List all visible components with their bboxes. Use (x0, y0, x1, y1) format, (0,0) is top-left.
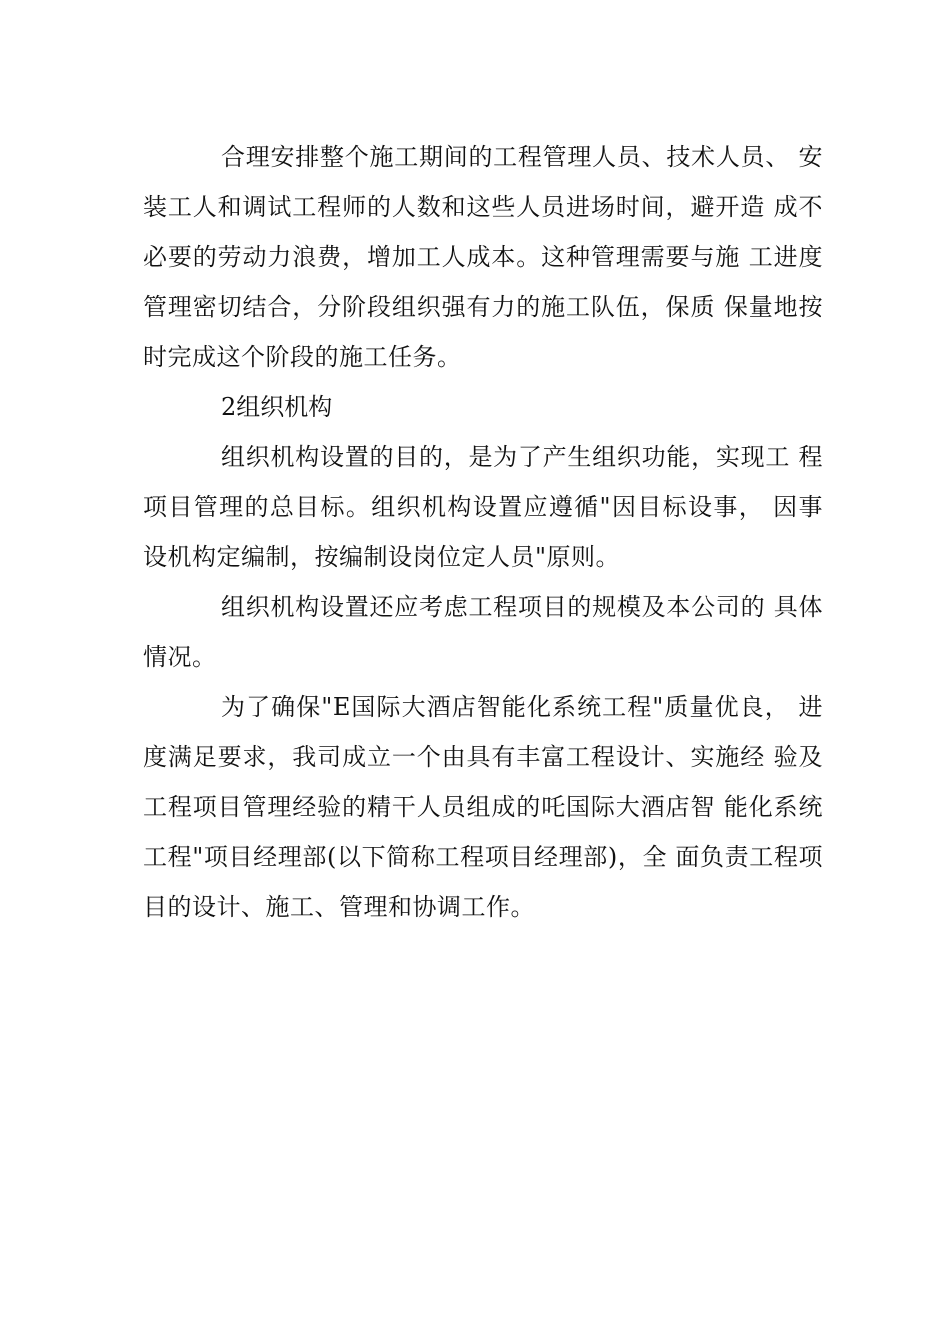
paragraph-organization-scale: 组织机构设置还应考虑工程项目的规模及本公司的 具体情况。 (143, 593, 823, 671)
paragraph-organization-purpose: 组织机构设置的目的，是为了产生组织功能，实现工 程项目管理的总目标。组织机构设置应遵循"因目标设事， 因事设机构定编制，按编制设岗位定人员"原则。 (143, 443, 823, 571)
paragraph-staffing: 合理安排整个施工期间的工程管理人员、技术人员、 安装工人和调试工程师的人数和这些人员进场时间，避开造 成不必要的劳动力浪费，增加工人成本。这种管理需要与施 工进度管理密切结合，分阶段组织强有力的施工队伍，保质 保量地按时完成这个阶段的施工任务。 (143, 143, 823, 371)
document-body (143, 132, 823, 932)
section-heading-organization: 2组织机构 (221, 393, 333, 421)
paragraph-project-department: 为了确保"E国际大酒店智能化系统工程"质量优良， 进度满足要求，我司成立一个由具有丰富工程设计、实施经 验及工程项目管理经验的精干人员组成的吒国际大酒店智 能化系统工程"项目经理部(以下简称工程项目经理部)，全 面负责工程项目的设计、施工、管理和协调工作。 (143, 693, 823, 921)
